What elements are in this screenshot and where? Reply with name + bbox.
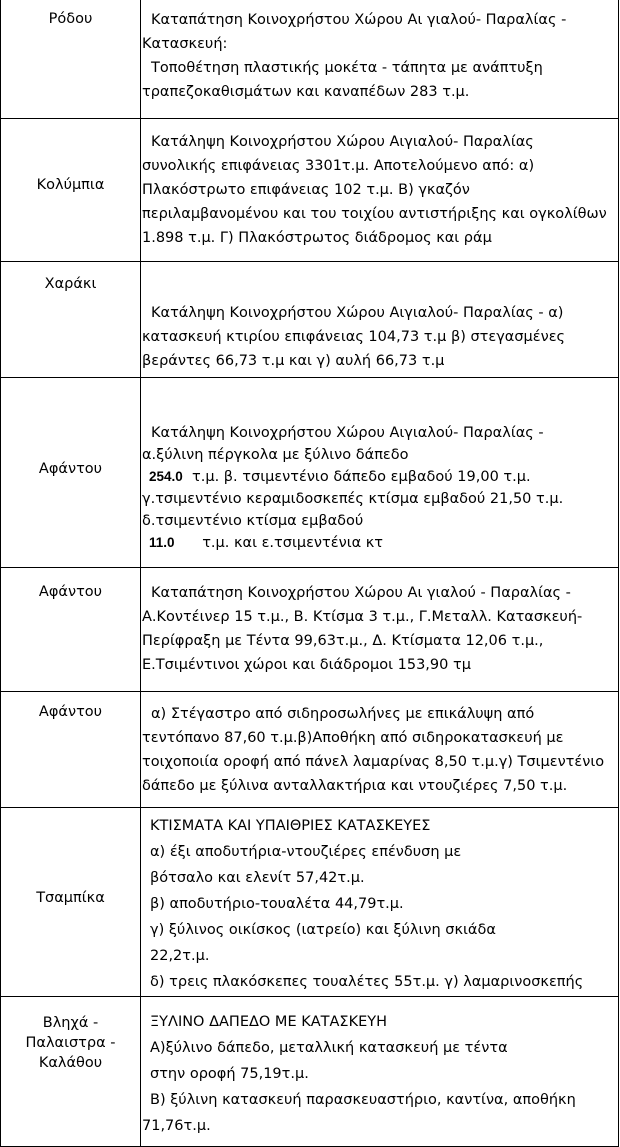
table-row <box>1 378 619 568</box>
description-line: δάπεδο με ξύλινα ανταλλακτήρια και ντουζιέρες 7,50 τ.μ. <box>142 778 568 794</box>
description-line: β) αποδυτήριο-τουαλέτα 44,79τ.μ. <box>150 896 404 912</box>
location-cell <box>1 119 141 262</box>
description-line: κατασκευή κτιρίου επιφάνειας 104,73 τ.μ β) στεγασμένες <box>142 329 566 345</box>
location-cell <box>1 808 141 997</box>
area-value: 11.0 <box>149 535 175 550</box>
description-line: Κατάληψη Κοινοχρήστου Χώρου Αιγιαλού- Παραλίας <box>151 134 534 150</box>
location-cell <box>1 568 141 692</box>
description-cell <box>141 692 619 808</box>
location-name: Αφάντου <box>38 704 103 720</box>
description-cell <box>141 568 619 692</box>
description-line: δ) τρεις πλακόσκεπες τουαλέτες 55τ.μ. γ) λαμαρινοσκεπής <box>150 974 584 990</box>
description-line: Β) ξύλινη κατασκευή παρασκευαστήριο, καντίνα, αποθήκη <box>150 1092 576 1108</box>
location-name: Καλάθου <box>38 1055 103 1071</box>
description-line: α.ξύλινη πέργκολα με ξύλινο δάπεδο <box>142 447 409 463</box>
location-cell <box>1 262 141 378</box>
table-row <box>1 262 619 378</box>
description-cell <box>141 119 619 262</box>
description-line: Περίφραξη με Τέντα 99,63τ.μ., Δ. Κτίσματα 12,06 τ.μ., <box>142 633 544 649</box>
description-line: 11.0 τ.μ. και ε.τσιμεντένια κτ <box>149 535 384 551</box>
location-name: Αφάντου <box>38 461 103 477</box>
description-line: Πλακόστρωτο επιφάνειας 102 τ.μ. Β) γκαζόν <box>142 182 470 198</box>
description-line: 22,2τ.μ. <box>150 948 210 964</box>
description-line: γ) ξύλινος οικίσκος (ιατρείο) και ξύλινη σκιάδα <box>150 922 496 938</box>
area-value: 254.0 <box>149 469 183 484</box>
description-line: Κατάληψη Κοινοχρήστου Χώρου Αιγιαλού- Παραλίας - <box>151 425 544 441</box>
description-cell <box>141 262 619 378</box>
description-line: ΞΥΛΙΝΟ ΔΑΠΕΔΟ ΜΕ ΚΑΤΑΣΚΕΥΗ <box>150 1014 388 1030</box>
description-line: Ε.Τσιμέντινοι χώροι και διάδρομοι 153,90 τμ <box>142 657 471 673</box>
description-cell <box>141 997 619 1147</box>
description-line: Κατάληψη Κοινοχρήστου Χώρου Αιγιαλού- Παραλίας - α) <box>151 305 564 321</box>
description-line: τραπεζοκαθισμάτων και καναπέδων 283 τ.μ. <box>142 84 470 100</box>
table-row <box>1 808 619 997</box>
description-line: δ.τσιμεντένιο κτίσμα εμβαδού <box>142 513 364 529</box>
description-line: περιλαμβανομένου και του τοιχίου αντιστήριξης και ογκολίθων <box>142 206 607 222</box>
table-row <box>1 0 619 119</box>
description-line: γ.τσιμεντένιο κεραμιδοσκεπές κτίσμα εμβαδού 21,50 τ.μ. <box>142 491 564 507</box>
description-line: 1.898 τ.μ. Γ) Πλακόστρωτος διάδρομος και ράμ <box>142 230 492 246</box>
location-name: Χαράκι <box>44 276 97 292</box>
description-cell <box>141 808 619 997</box>
description-line: 254.0 τ.μ. β. τσιμεντένιο δάπεδο εμβαδού 19,00 τ.μ. <box>149 469 531 485</box>
location-cell <box>1 0 141 119</box>
description-line: Καταπάτηση Κοινοχρήστου Χώρου Αι γιαλού- Παραλίας - <box>151 12 567 28</box>
description-line: στην οροφή 75,19τ.μ. <box>150 1066 309 1082</box>
table-row <box>1 692 619 808</box>
description-line: τοιχοποιία οροφή από πάνελ λαμαρίνας 8,50 τ.μ.γ) Τσιμεντένιο <box>142 754 605 770</box>
location-cell <box>1 692 141 808</box>
description-line: τεντόπανο 87,60 τ.μ.β)Αποθήκη από σιδηροκατασκευή με <box>142 730 564 746</box>
description-line: Κατασκευή: <box>142 36 228 52</box>
description-line: Α)ξύλινο δάπεδο, μεταλλική κατασκευή με τέντα <box>150 1040 508 1056</box>
description-line: ΚΤΙΣΜΑΤΑ ΚΑΙ ΥΠΑΙΘΡΙΕΣ ΚΑΤΑΣΚΕΥΕΣ <box>150 818 431 834</box>
table-row <box>1 997 619 1147</box>
location-name: Βληχά - <box>42 1015 99 1031</box>
location-cell <box>1 378 141 568</box>
location-name: Ρόδου <box>48 11 93 27</box>
description-line: α) Στέγαστρο από σιδηροσωλήνες με επικάλυψη από <box>151 706 535 722</box>
description-line: Τοποθέτηση πλαστικής μοκέτα - τάπητα με ανάπτυξη <box>151 60 543 76</box>
description-line: α) έξι αποδυτήρια-ντουζιέρες επένδυση με <box>150 844 462 860</box>
description-line: Α.Κοντέινερ 15 τ.μ., Β. Κτίσμα 3 τ.μ., Γ.Μεταλλ. Κατασκευή- <box>142 609 583 625</box>
location-name: Τσαμπίκα <box>36 890 105 906</box>
location-name: Παλαιστρα - <box>25 1035 116 1051</box>
description-cell <box>141 0 619 119</box>
description-line: συνολικής επιφάνειας 3301τ.μ. Αποτελούμενο από: α) <box>142 158 535 174</box>
location-name: Αφάντου <box>38 584 103 600</box>
table-row <box>1 119 619 262</box>
location-cell <box>1 997 141 1147</box>
description-line: Καταπάτηση Κοινοχρήστου Χώρου Αι γιαλού - Παραλίας - <box>151 585 571 601</box>
description-line: βότσαλο και ελενίτ 57,42τ.μ. <box>150 870 365 886</box>
description-line: βεράντες 66,73 τ.μ και γ) αυλή 66,73 τ.μ <box>142 353 445 369</box>
table-row <box>1 568 619 692</box>
location-name: Κολύμπια <box>36 177 105 193</box>
description-line: 71,76τ.μ. <box>142 1118 211 1134</box>
description-cell <box>141 378 619 568</box>
